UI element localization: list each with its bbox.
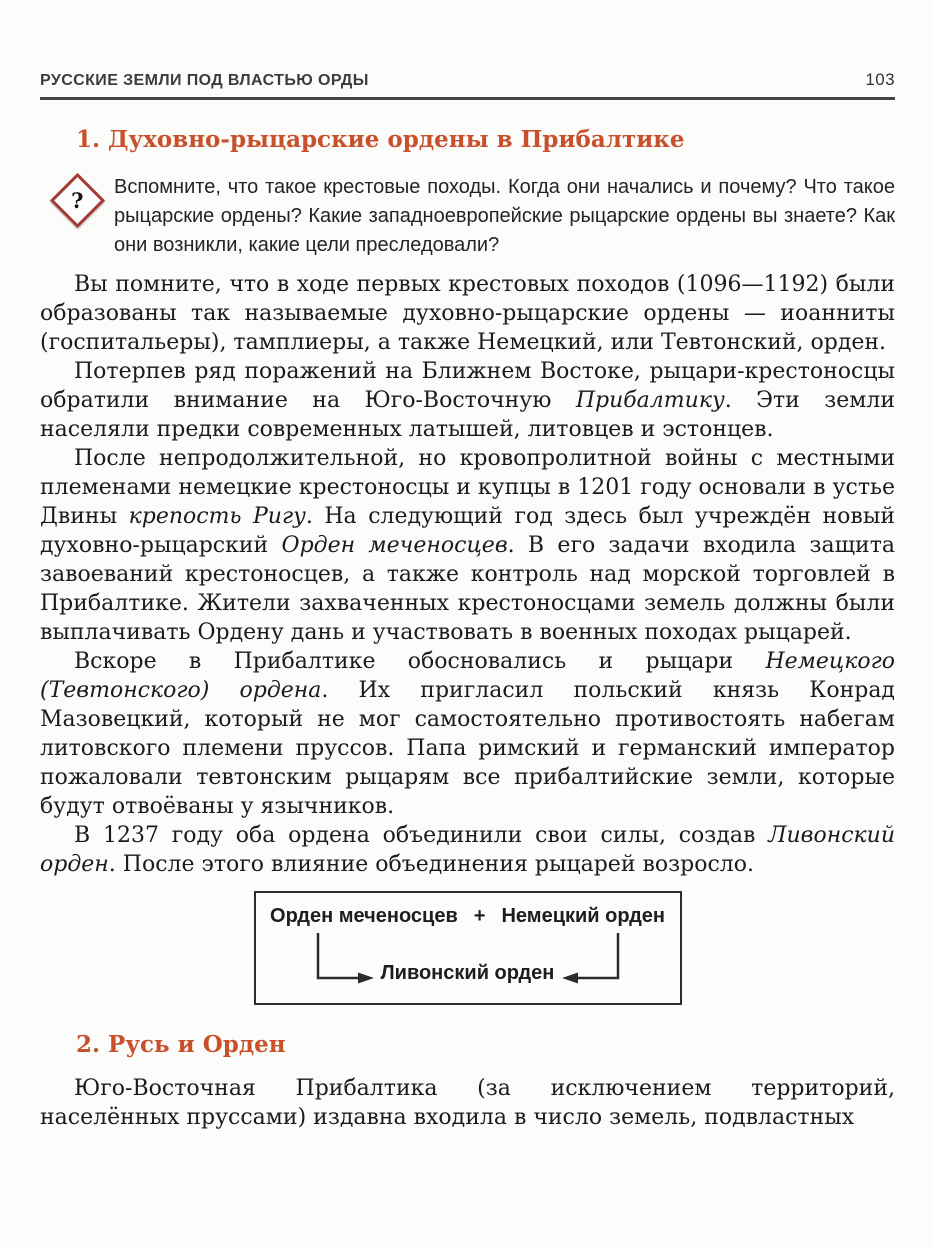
diagram-result-order-label: Ливонский орден (380, 962, 555, 984)
running-header (40, 70, 895, 100)
page-number: 103 (865, 70, 895, 89)
paragraph: Потерпев ряд поражений на Ближнем Востоке, рыцари-крестоносцы обратили внимание на Юго-Восточную Прибалтику. Эти земли населяли предки современных латышей, литовцев и эстонцев. (40, 359, 895, 442)
paragraph: В 1237 году оба ордена объединили свои силы, создав Ливонский орден. После этого влияние объединения рыцарей возросло. (40, 823, 895, 877)
paragraph: После непродолжительной, но кровопролитной войны с местными племенами немецкие крестоносцы и купцы в 1201 году основали в устье Двины крепость Ригу. На следующий год здесь был учреждён новый духовно-рыцарский Орден меченосцев. В его задачи входила защита завоеваний крестоносцев, а также контроль над морской торговлей в Прибалтике. Жители захваченных крестоносцами земель должны были выплачивать Ордену дань и участвовать в военных походах рыцарей. (40, 446, 896, 645)
diagram-left-order-label: Орден меченосцев (270, 905, 458, 927)
section2-heading: 2. Русь и Орден (76, 1031, 286, 1058)
paragraph: Юго-Восточная Прибалтика (за исключением территорий, населённых пруссами) издавна входила в число земель, подвластных (40, 1076, 895, 1130)
question-box-text: Вспомните, что такое крестовые походы. Когда они начались и почему? Что такое рыцарские ордены? Какие западноевропейские рыцарские ордены вы знаете? Как они возникли, какие цели преследовали? (114, 176, 895, 256)
running-title: РУССКИЕ ЗЕМЛИ ПОД ВЛАСТЬЮ ОРДЫ (40, 72, 369, 89)
section1-text-block (40, 270, 895, 879)
question-icon-wrap (40, 173, 114, 260)
diagram-right-order-label: Немецкий орден (501, 905, 665, 927)
diagram-plus-sign: + (473, 905, 486, 927)
question-box (40, 173, 895, 260)
section1-heading: 1. Духовно-рыцарские ордены в Прибалтике (76, 126, 685, 153)
orders-merge-diagram (254, 891, 682, 1005)
paragraph: Вы помните, что в ходе первых крестовых походов (1096—1192) были образованы так называемые духовно-рыцарские ордены — иоанниты (госпитальеры), тамплиеры, а также Немецкий, или Тевтонский, орден. (40, 272, 895, 355)
question-mark-icon (49, 173, 104, 228)
merge-arrows-icon (256, 893, 680, 1003)
section2-text-block (40, 1074, 895, 1132)
paragraph: Вскоре в Прибалтике обосновались и рыцари Немецкого (Тевтонского) ордена. Их пригласил польский князь Конрад Мазовецкий, который не мог самостоятельно противостоять набегам литовского племени пруссов. Папа римский и германский император пожаловали тевтонским рыцарям все прибалтийские земли, которые будут отвоёваны у язычников. (40, 649, 895, 819)
question-mark-glyph: ? (70, 188, 84, 213)
